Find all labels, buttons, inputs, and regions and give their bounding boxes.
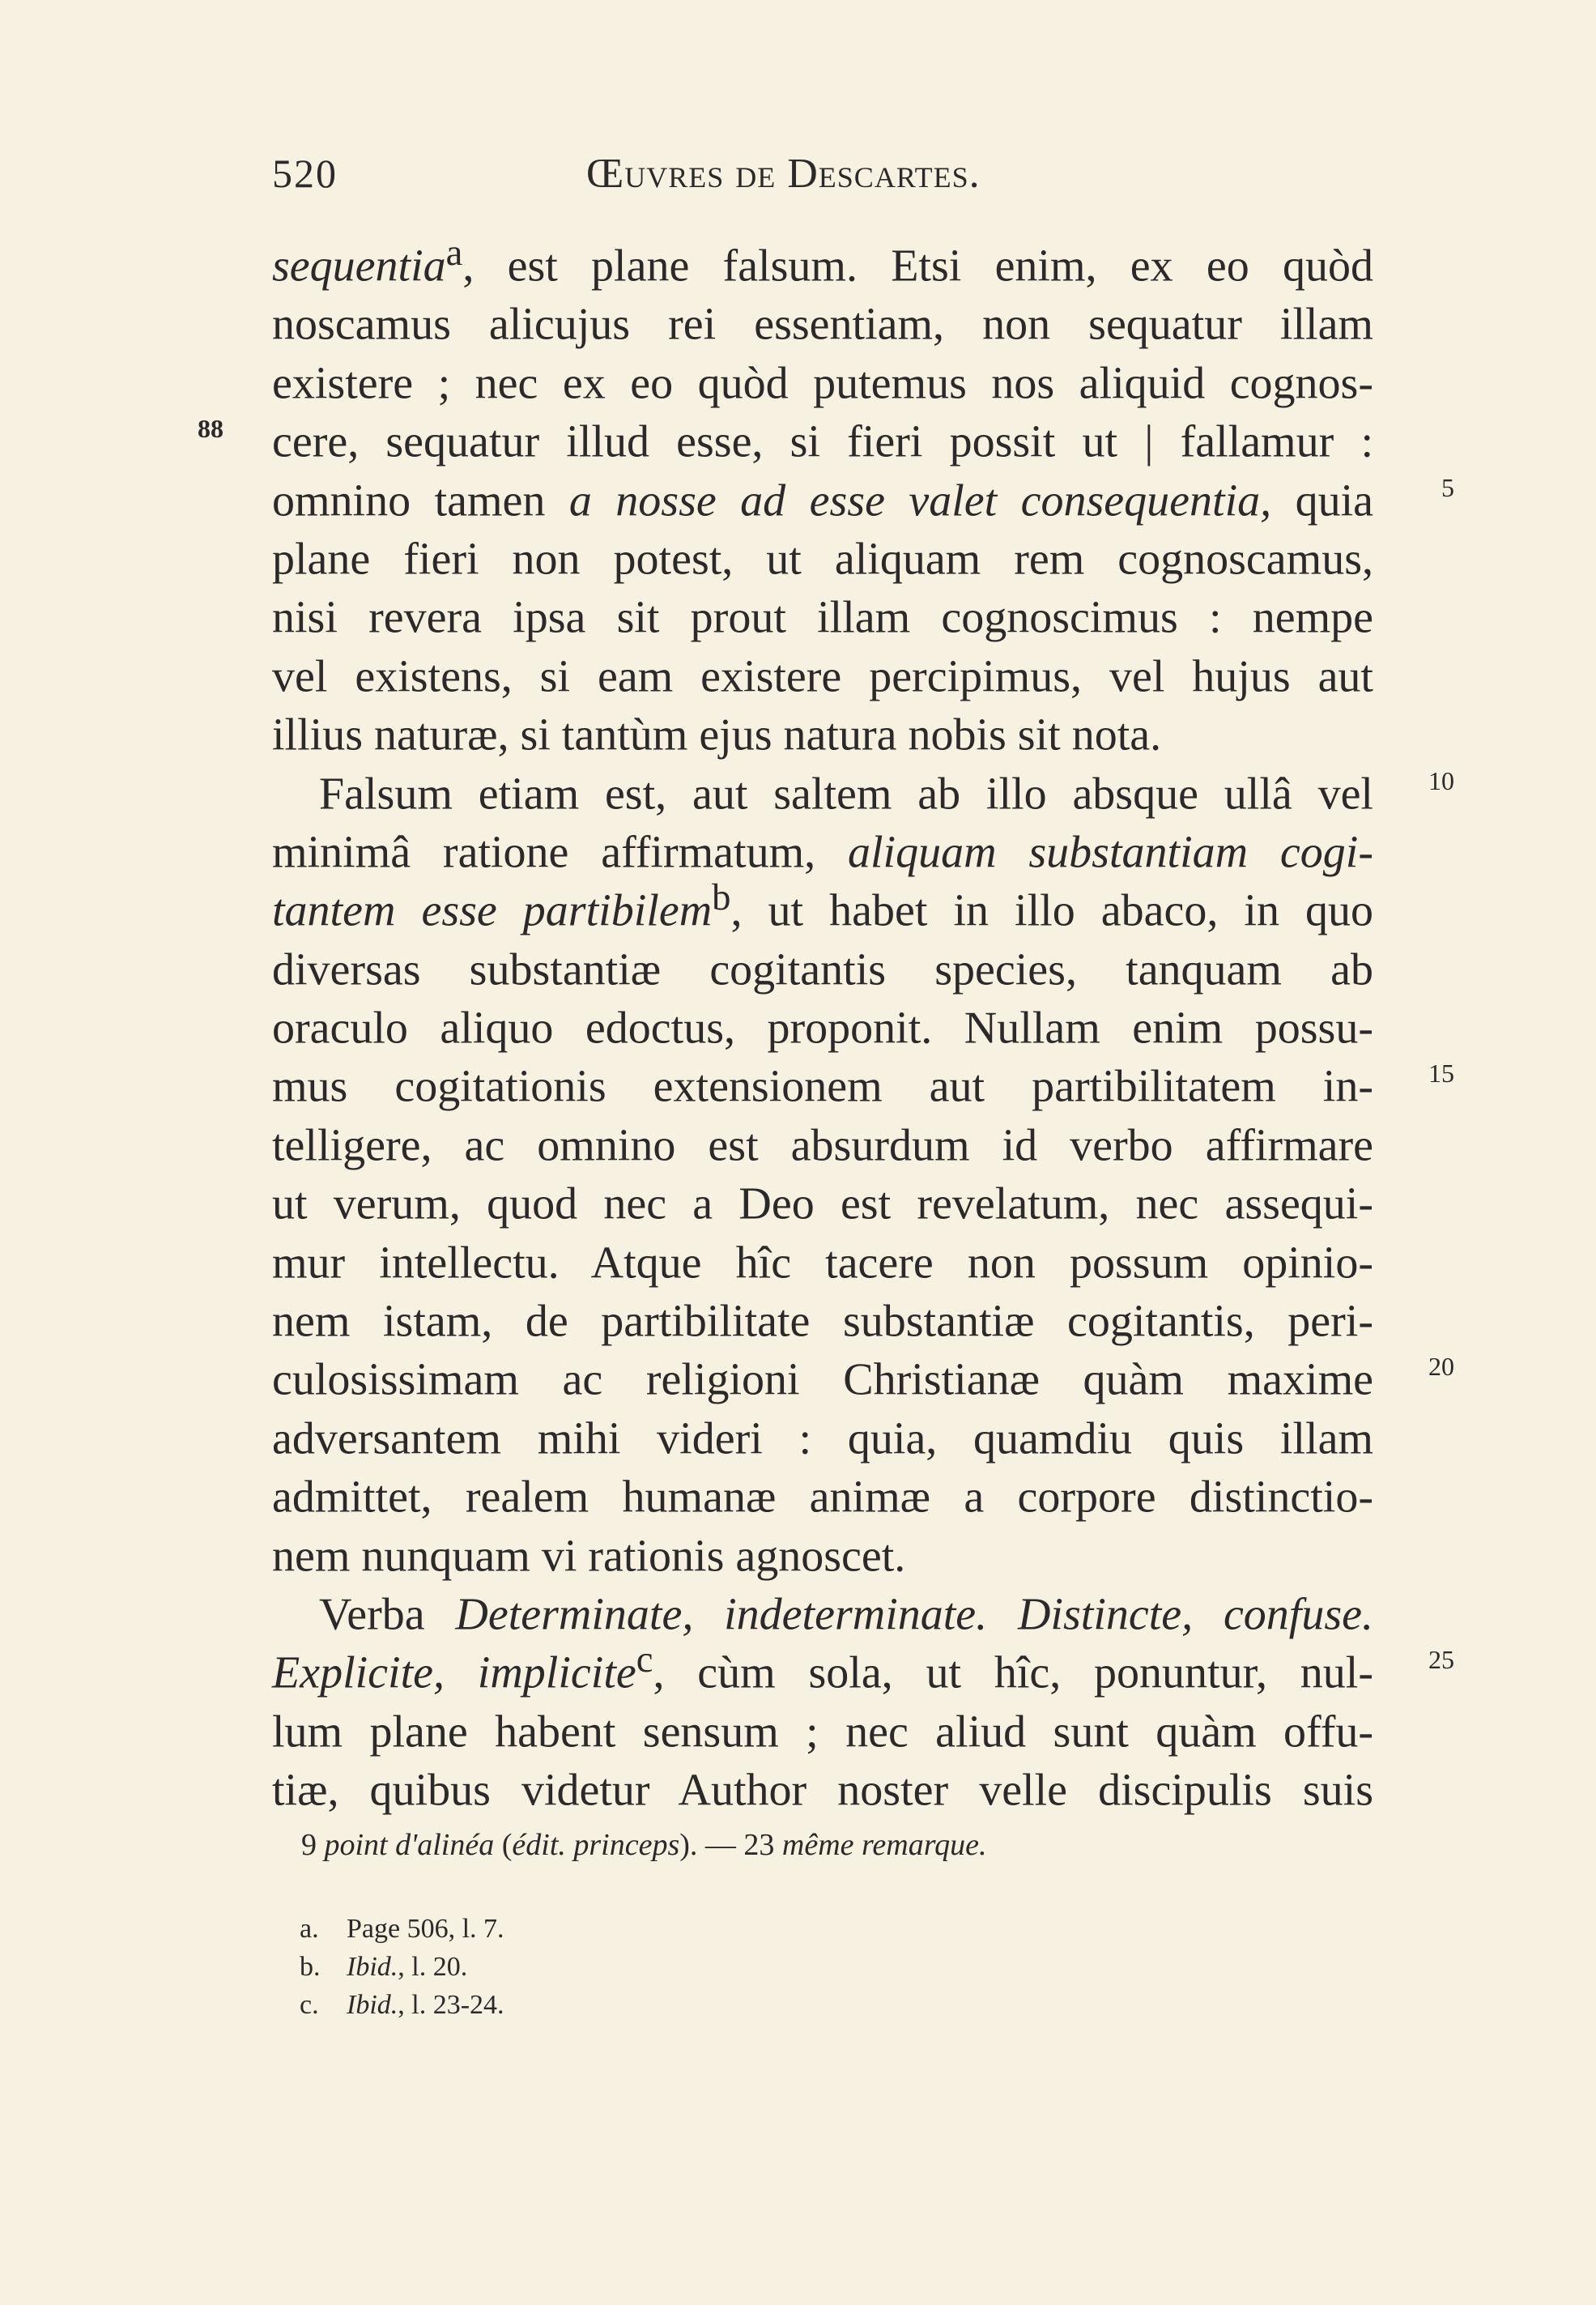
line-number: 20 bbox=[1428, 1352, 1454, 1382]
text-line: adversantem mihi videri : quia, quamdiu quis illam bbox=[272, 1413, 1373, 1464]
text-line: Explicite, implicite$^c$, cùm sola, ut hîc, ponuntur, nul- 25 bbox=[272, 1630, 1373, 1689]
text-line: culosissimam ac religioni Christianæ quàm maxime 20 bbox=[272, 1337, 1373, 1395]
text-line: lum plane habent sensum ; nec aliud sunt quàm offu- bbox=[272, 1706, 1373, 1758]
line-number: 10 bbox=[1428, 765, 1454, 795]
text-line: mur intellectu. Atque hîc tacere non possum opinio- bbox=[272, 1238, 1373, 1289]
text-line: nem nunquam vi rationis agnoscet. bbox=[272, 1531, 906, 1582]
text-line: ut verum, quod nec a Deo est revelatum, nec assequi- bbox=[272, 1178, 1373, 1229]
page-number: 520 bbox=[272, 151, 338, 196]
text-line: noscamus alicujus rei essentiam, non sequatur illam bbox=[272, 300, 1373, 351]
text-line: omnino tamen a nosse ad esse valet consequentia, quia 5 bbox=[272, 458, 1373, 517]
text-line: tiæ, quibus videtur Author noster velle discipulis suis bbox=[272, 1765, 1373, 1816]
text-line: minimâ ratione affirmatum, aliquam substantiam cogi- bbox=[272, 827, 1373, 878]
text-line: mus cogitationis extensionem aut partibilitatem in- 15 bbox=[272, 1044, 1373, 1102]
text-line: existere ; nec ex eo quòd putemus nos aliquid cognos- bbox=[272, 358, 1373, 409]
text-line: 88 cere, sequatur illud esse, si fieri possit ut | fallamur : bbox=[272, 399, 1373, 458]
text-line: Falsum etiam est, aut saltem ab illo absque ullâ vel 10 bbox=[272, 752, 1373, 810]
line-number: 15 bbox=[1428, 1059, 1454, 1089]
running-header bbox=[257, 150, 1375, 207]
running-title: Œuvres de Descartes. bbox=[586, 151, 981, 197]
text-line: telligere, ac omnino est absurdum id verbo affirmare bbox=[272, 1120, 1373, 1171]
text-line: nem istam, de partibilitate substantiæ cogitantis, peri- bbox=[272, 1296, 1373, 1347]
text-line: sequentia$^a$, est plane falsum. Etsi enim, ex eo quòd bbox=[272, 232, 1373, 292]
footnote: b. Ibid., l. 20. bbox=[300, 1952, 468, 1982]
line-number: 5 bbox=[1441, 472, 1454, 502]
text-line: oraculo aliquo edoctus, proponit. Nullam enim possu- bbox=[272, 1003, 1373, 1054]
body-text bbox=[198, 224, 1454, 1816]
footnotes bbox=[300, 1910, 504, 2024]
footnote: c. Ibid., l. 23-24. bbox=[300, 1990, 504, 2020]
variant-note: 9 point d'alinéa (édit. princeps). — 23 même remarque. bbox=[301, 1828, 987, 1862]
text-line: Verba Determinate, indeterminate. Distincte, confuse. bbox=[319, 1589, 1374, 1640]
text-line: nisi revera ipsa sit prout illam cognoscimus : nempe bbox=[272, 593, 1373, 643]
text-line: vel existens, si eam existere percipimus, vel hujus aut bbox=[272, 651, 1373, 702]
text-line: illius naturæ, si tantùm ejus natura nobis sit nota. bbox=[272, 709, 1162, 761]
text-line: diversas substantiæ cogitantis species, tanquam ab bbox=[272, 944, 1373, 995]
text-line: tantem esse partibilem$^b$, ut habet in illo abaco, in quo bbox=[272, 876, 1373, 936]
margin-page-ref: 88 bbox=[198, 414, 223, 444]
text-line: admittet, realem humanæ animæ a corpore distinctio- bbox=[272, 1472, 1373, 1523]
line-number: 25 bbox=[1428, 1645, 1454, 1675]
footnote: a. Page 506, l. 7. bbox=[300, 1914, 504, 1944]
text-line: plane fieri non potest, ut aliquam rem cognoscamus, bbox=[272, 534, 1373, 585]
